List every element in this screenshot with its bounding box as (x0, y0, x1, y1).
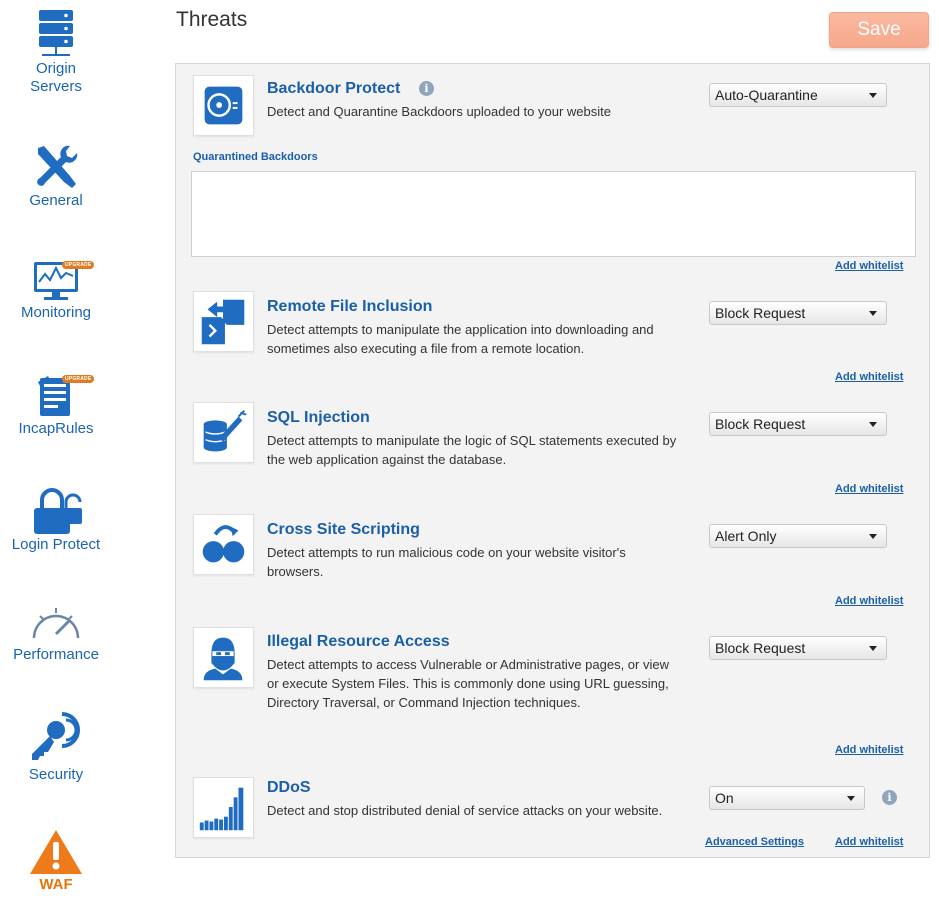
quarantined-backdoors-list[interactable] (191, 171, 916, 257)
select-value: Block Request (715, 416, 806, 432)
add-whitelist-link[interactable]: Add whitelist (835, 744, 904, 756)
sidebar-item-label: Security (28, 766, 84, 783)
sql-action-select[interactable] (709, 412, 887, 436)
sidebar-nav (0, 0, 112, 912)
threat-description: Detect attempts to access Vulnerable or Administrative pages, or view or execute System Files. This is commonly done using URL guessing, Directory Traversal, or Command Injection techniques. (267, 657, 669, 710)
masked-intruder-icon (194, 628, 253, 687)
add-whitelist-link[interactable]: Add whitelist (835, 371, 904, 383)
warning-icon (28, 828, 84, 876)
sidebar-item-label: Origin Servers (30, 60, 82, 95)
gauge-icon (26, 598, 86, 646)
server-icon (36, 8, 76, 60)
chevron-down-icon (847, 796, 855, 801)
illegal-access-action-select[interactable] (709, 636, 887, 660)
threat-icon-box (193, 402, 254, 463)
sidebar-item-label: IncapRules (18, 420, 94, 437)
add-whitelist-link[interactable]: Add whitelist (835, 595, 904, 607)
quarantine-label: Quarantined Backdoors (193, 151, 318, 163)
threat-description: Detect and stop distributed denial of service attacks on your website. (267, 803, 663, 818)
upgrade-badge: UPGRADE (62, 375, 94, 383)
select-value: On (715, 790, 734, 806)
sidebar-item-label: General (29, 192, 83, 209)
threat-description: Detect attempts to manipulate the logic of SQL statements executed by the web application against the database. (267, 433, 677, 467)
select-value: Alert Only (715, 528, 777, 544)
page-title: Threats (176, 8, 248, 31)
chevron-down-icon (869, 311, 877, 316)
sidebar-item-monitoring[interactable] (0, 256, 112, 322)
sidebar-item-label: Monitoring (20, 304, 92, 321)
threat-icon-box (193, 514, 254, 575)
lock-icon (28, 486, 84, 536)
chevron-down-icon (869, 93, 877, 98)
sidebar-item-security[interactable] (0, 708, 112, 784)
chevron-down-icon (869, 422, 877, 427)
threat-title[interactable]: Backdoor Protect (267, 80, 401, 97)
select-value: Block Request (715, 640, 806, 656)
file-transfer-icon (194, 292, 253, 351)
threat-title[interactable]: Remote File Inclusion (267, 298, 433, 315)
chevron-down-icon (869, 646, 877, 651)
threat-description: Detect attempts to manipulate the application into downloading and sometimes also executing a file from a remote location. (267, 322, 654, 356)
sidebar-item-label: Login Protect (11, 536, 101, 553)
add-whitelist-link[interactable]: Add whitelist (835, 483, 904, 495)
add-whitelist-link[interactable]: Add whitelist (835, 836, 904, 848)
cross-site-icon (194, 515, 253, 574)
threats-panel (175, 63, 930, 858)
threat-icon-box (193, 627, 254, 688)
sidebar-item-general[interactable] (0, 142, 112, 210)
save-button[interactable]: Save (829, 12, 929, 48)
sidebar-item-label: Performance (13, 646, 99, 663)
sidebar-item-origin-servers[interactable] (0, 8, 112, 96)
rfi-action-select[interactable] (709, 301, 887, 325)
bar-graph-icon (194, 778, 253, 837)
threat-icon-box (193, 75, 254, 136)
upgrade-badge: UPGRADE (62, 261, 94, 269)
ddos-mode-select[interactable] (709, 786, 865, 810)
xss-action-select[interactable] (709, 524, 887, 548)
info-icon[interactable]: i (419, 81, 434, 96)
chevron-down-icon (869, 534, 877, 539)
threat-title[interactable]: SQL Injection (267, 409, 370, 426)
biohazard-icon (194, 76, 253, 135)
sidebar-item-waf[interactable] (0, 828, 112, 894)
threat-description: Detect and Quarantine Backdoors uploaded to your website (267, 104, 611, 119)
threat-title[interactable]: Illegal Resource Access (267, 633, 450, 650)
sidebar-item-incaprules[interactable] (0, 372, 112, 438)
backdoor-action-select[interactable] (709, 83, 887, 107)
sidebar-item-login-protect[interactable] (0, 486, 112, 554)
threat-description: Detect attempts to run malicious code on your website visitor's browsers. (267, 545, 626, 579)
advanced-settings-link[interactable]: Advanced Settings (705, 836, 805, 848)
select-value: Auto-Quarantine (715, 87, 818, 103)
sidebar-item-label: WAF (39, 876, 73, 893)
threat-title[interactable]: DDoS (267, 779, 311, 796)
add-whitelist-link[interactable]: Add whitelist (835, 260, 904, 272)
select-value: Block Request (715, 305, 806, 321)
threat-icon-box (193, 777, 254, 838)
tools-icon (30, 142, 82, 192)
key-icon (26, 708, 86, 766)
database-syringe-icon (194, 403, 253, 462)
sidebar-item-performance[interactable] (0, 598, 112, 664)
threat-icon-box (193, 291, 254, 352)
info-icon[interactable]: i (882, 790, 897, 805)
threat-title[interactable]: Cross Site Scripting (267, 521, 420, 538)
